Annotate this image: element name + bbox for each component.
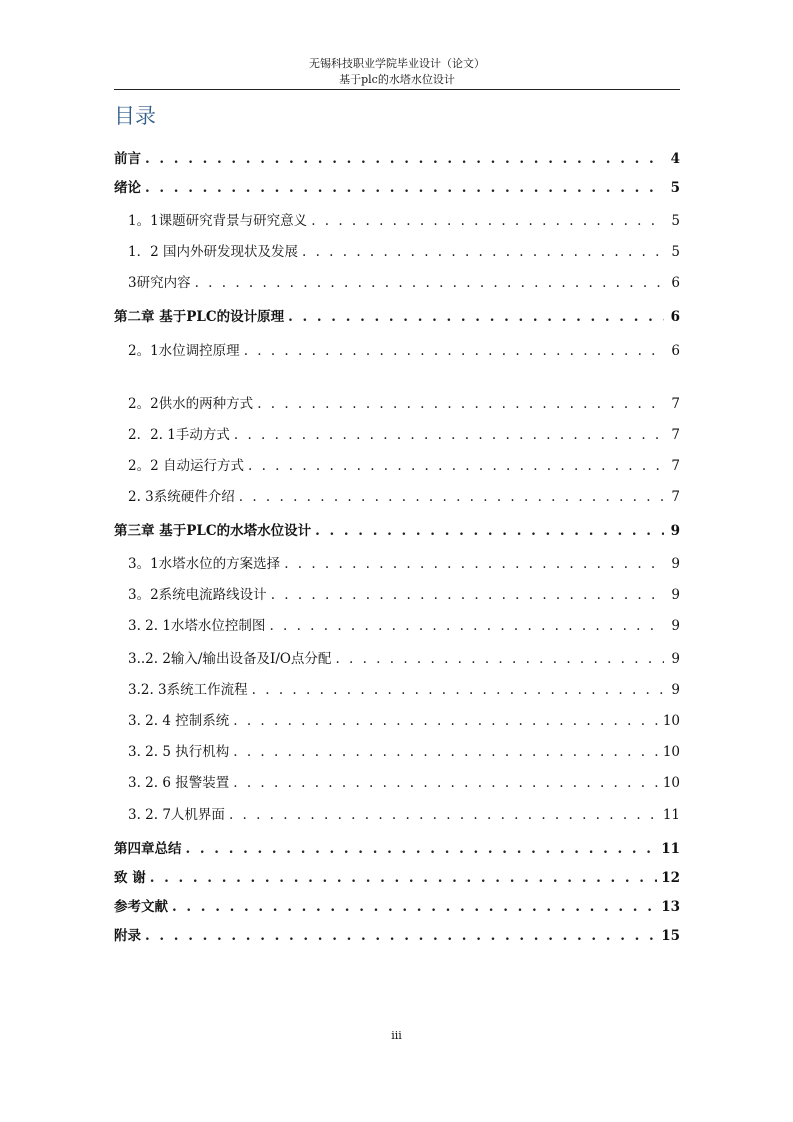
- toc-entry[interactable]: 3研究内容 . . . 6: [114, 271, 680, 291]
- toc-entry[interactable]: 2。2供水的两种方式 . . . 7: [114, 392, 680, 412]
- toc-entry[interactable]: 2。2 自动运行方式 . . . 7: [114, 454, 680, 474]
- toc-entry[interactable]: 3. 2. 7人机界面 . . . 11: [114, 803, 680, 823]
- toc-entry-chapter-2[interactable]: 第二章 基于PLC的设计原理 . . . 6: [114, 305, 680, 325]
- toc-entry[interactable]: 3. 2. 5 执行机构 . . . 10: [114, 740, 680, 760]
- toc-entry[interactable]: 2。1水位调控原理 . . . 6: [114, 339, 680, 359]
- page-header: [114, 56, 680, 88]
- toc-entry[interactable]: 3..2. 2输入/输出设备及I/O点分配 . . . 9: [114, 647, 680, 667]
- header-rule: [114, 89, 680, 90]
- toc-entry-references[interactable]: 参考文献 . . . 13: [114, 895, 680, 915]
- toc-entry-appendix[interactable]: 附录 . . . 15: [114, 924, 680, 944]
- toc-entry[interactable]: 1。1课题研究背景与研究意义 . . . 5: [114, 209, 680, 229]
- toc-entry-chapter-4[interactable]: 第四章总结 . . . 11: [114, 837, 680, 857]
- header-thesis-title: 基于plc的水塔水位设计: [339, 73, 455, 86]
- toc-entry-acknowledgements[interactable]: 致 谢 . . . 12: [114, 866, 680, 886]
- toc-entry-introduction[interactable]: 绪论 . . . 5: [114, 176, 680, 196]
- toc-entry[interactable]: 3。1水塔水位的方案选择 . . . 9: [114, 552, 680, 572]
- toc-entry-chapter-3[interactable]: 第三章 基于PLC的水塔水位设计 . . . 9: [114, 519, 680, 539]
- toc-entry[interactable]: 2. 3系统硬件介绍 . . . 7: [114, 485, 680, 505]
- page-number: iii: [391, 1029, 402, 1042]
- toc-title: 目录: [114, 104, 156, 128]
- toc-entry[interactable]: 3. 2. 1水塔水位控制图 . . . 9: [114, 614, 680, 634]
- header-school: 无锡科技职业学院毕业设计（论文）: [309, 57, 485, 70]
- toc-entry-preface[interactable]: 前言 . . . 4: [114, 147, 680, 167]
- toc-entry[interactable]: 3。2系统电流路线设计 . . . 9: [114, 583, 680, 603]
- toc-entry[interactable]: 3. 2. 6 报警装置 . . . 10: [114, 771, 680, 791]
- toc-entry[interactable]: 3.2. 3系统工作流程 . . . 9: [114, 678, 680, 698]
- toc-entry[interactable]: 2．2. 1手动方式 . . . 7: [114, 423, 680, 443]
- toc-entry[interactable]: 1．2 国内外研发现状及发展 . . . 5: [114, 240, 680, 260]
- toc-entry[interactable]: 3. 2. 4 控制系统 . . . 10: [114, 709, 680, 729]
